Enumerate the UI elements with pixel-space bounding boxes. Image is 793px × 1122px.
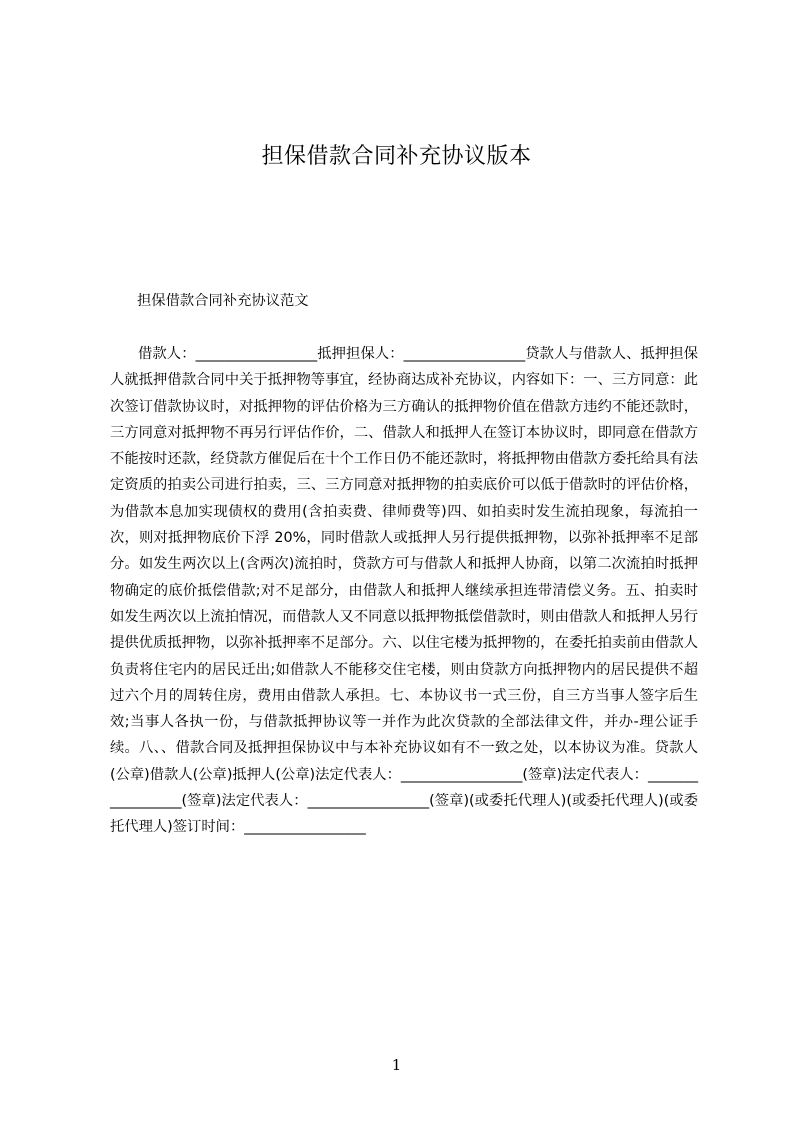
document-title: 担保借款合同补充协议版本 [261,144,532,169]
document-subtitle: 担保借款合同补充协议范文 [137,293,309,309]
document-body-paragraph: 借款人：_________________抵押担保人：_________________贷款人与借款人、抵押担保人就抵押借款合同中关于抵押物等事宜，经协商达成补充协议，内容如下：一、三方同意：此次签订借款协议时，对抵押物的评估价格为三方确认的抵押物价值在借款方违约不能还款时，三方同意对抵押物不再另行评估作价，二、借款人和抵押人在签订本协议时，即同意在借款方不能按时还款，经贷款方催促后在十个工作日仍不能还款时，将抵押物由借款方委托给具有法定资质的拍卖公司进行拍卖，三、三方同意对抵押物的拍卖底价可以低于借款时的评估价格，为借款本息加实现债权的费用(含拍卖费、律师费等)四、如拍卖时发生流拍现象，每流拍一次，则对抵押物底价下浮 20%，同时借款人或抵押人另行提供抵押物，以弥补抵押率不足部分。如发生两次以上(含两次)流拍时，贷款方可与借款人和抵押人协商，以第二次流拍时抵押物确定的底价抵偿借款;对不足部分，由借款人和抵押人继续承担连带清偿义务。五、拍卖时如发生两次以上流拍情况，而借款人又不同意以抵押物抵偿借款时，则由借款人和抵押人另行提供优质抵押物，以弥补抵押率不足部分。六、以住宅楼为抵押物的，在委托拍卖前由借款人负责将住宅内的居民迁出;如借款人不能移交住宅楼，则由贷款方向抵押物内的居民提供不超过六个月的周转住房，费用由借款人承担。七、本协议书一式三份，自三方当事人签字后生效;当事人各执一份，与借款抵押协议等一并作为此次贷款的全部法律文件，并办-理公证手续。八、、借款合同及抵押担保协议中与本补充协议如有不一致之处，以本协议为准。贷款人(公章)借款人(公章)抵押人(公章)法定代表人：_________________(签章)法定代表人：_________________(签章)法定代表人：_________________(签章)(或委托代理人)(或委托代理人)(或委托代理人)签订时间：_________________ [110,346,699,836]
page-number: 1 [391,1056,402,1074]
